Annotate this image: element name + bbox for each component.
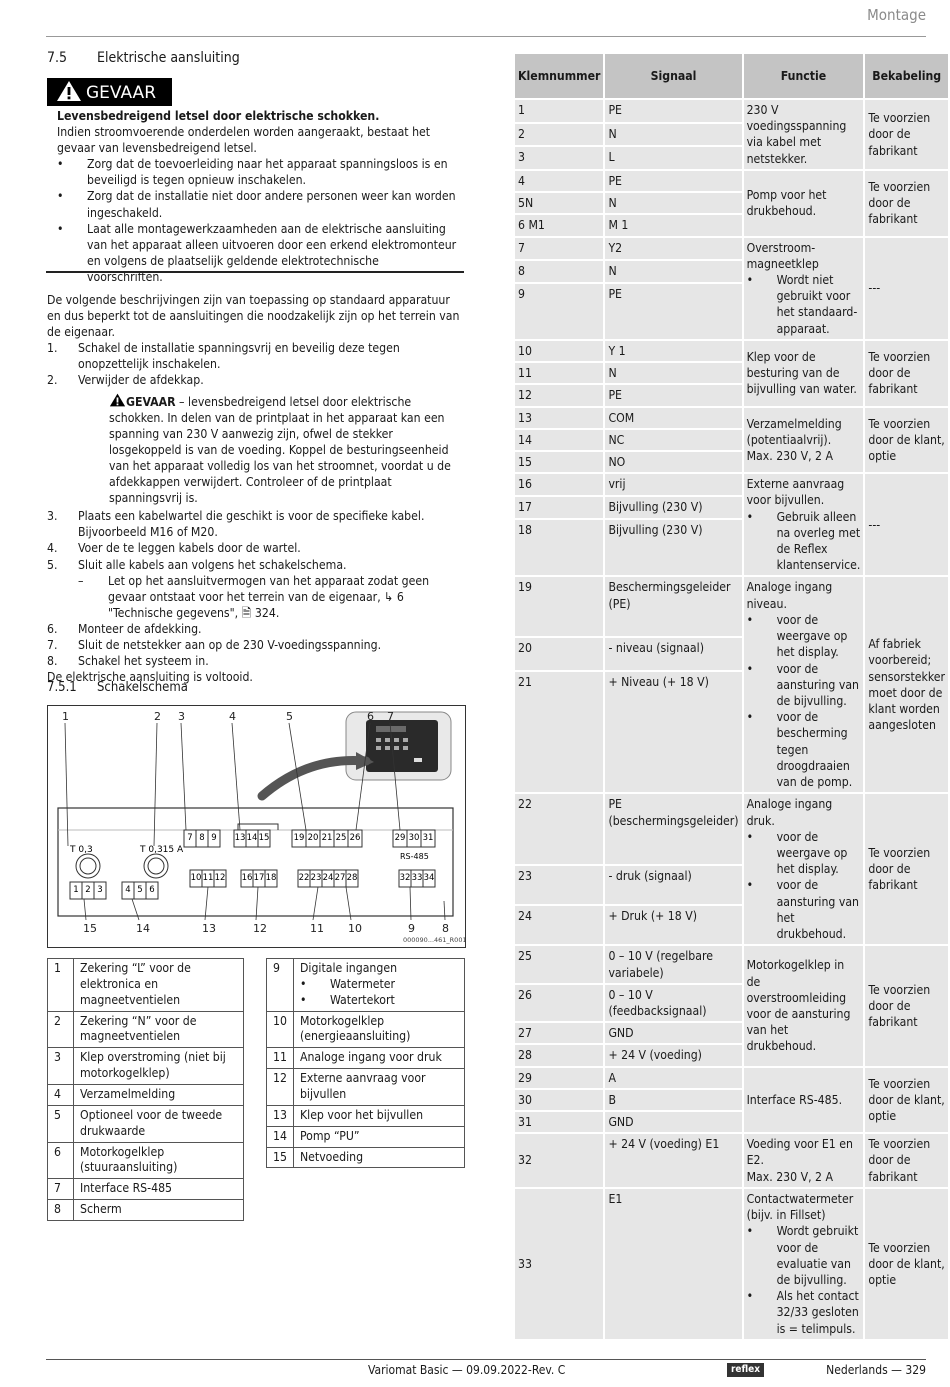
cell-signal: N — [605, 261, 741, 282]
callout-leader — [232, 723, 240, 830]
cell-signal: N — [605, 363, 741, 383]
legend-key: 10 — [267, 1011, 294, 1048]
terminal-number: 6 — [149, 885, 155, 895]
cell-terminal: 21 — [515, 672, 603, 792]
terminal-number: 15 — [258, 833, 270, 843]
legend-row — [48, 959, 244, 1012]
footer-page: Nederlands — 329 — [826, 1363, 926, 1377]
legend-table-left — [47, 958, 244, 1221]
cell-terminal: 12 — [515, 385, 603, 405]
cell-signal: Beschermingsgeleider (PE) — [605, 577, 741, 635]
callout-leader — [181, 723, 186, 830]
cell-function: 230 V voedingsspanning via kabel met netstekker. — [744, 100, 864, 169]
note-label: GEVAAR — [126, 394, 176, 409]
legend-row — [48, 1200, 244, 1221]
danger-badge — [47, 78, 172, 106]
cell-cabling: Te voorzien door de fabrikant — [865, 100, 948, 169]
cell-signal: L — [605, 147, 741, 169]
step-text: Schakel de installatie spanningsvrij en beveilig deze tegen onopzettelijk inschakelen. — [78, 341, 400, 372]
terminal-number: 9 — [211, 833, 217, 843]
step-text: Monteer de afdekking. — [78, 621, 202, 636]
cell-signal: vrij — [605, 474, 741, 495]
fuse-label-1: T 0,3 — [70, 845, 93, 855]
danger-note — [109, 393, 467, 507]
cell-signal: - druk (signaal) — [605, 866, 741, 905]
callout-leader — [444, 901, 445, 920]
intro-text: De volgende beschrijvingen zijn van toepassing op standaard apparatuur en dus beperkt tot de aansluitingen die noodzakelijk zijn op het terrein van de eigenaar. — [47, 293, 460, 340]
cell-function: Klep voor de besturing van de bijvulling van water. — [744, 341, 864, 406]
cell-terminal: 22 — [515, 794, 603, 863]
cell-function: Contactwatermeter (bijv. in Fillset) • Wordt gebruikt voor de evaluatie van de bijvulling. • Als het contact 32/33 gesloten is = telimpuls. — [744, 1189, 864, 1339]
rs485-label: RS-485 — [400, 852, 429, 861]
legend-value: Pomp “PU” — [293, 1126, 464, 1147]
step-substep: – Let op het aansluitvermogen van het apparaat zodat geen gevaar ontstaat voor het terrein van de eigenaar, ↳ 6 "Technische gegevens", 🗎 324. — [78, 573, 467, 621]
callout-number: 6 — [367, 710, 374, 723]
terminal-number: 28 — [346, 873, 358, 883]
cell-terminal: 20 — [515, 638, 603, 670]
cell-terminal: 17 — [515, 497, 603, 518]
legend-key: 11 — [267, 1048, 294, 1069]
terminal-number: 25 — [335, 833, 347, 843]
legend-value: Scherm — [74, 1200, 244, 1221]
callout-leader — [65, 723, 68, 846]
cell-signal: Y2 — [605, 238, 741, 259]
callout-number: 3 — [178, 710, 185, 723]
callout-number: 2 — [154, 710, 161, 723]
terminal-number: 26 — [349, 833, 361, 843]
cell-terminal: 28 — [515, 1045, 603, 1065]
procedure — [47, 292, 467, 685]
legend-value: Netvoeding — [293, 1147, 464, 1168]
cell-cabling: --- — [865, 474, 948, 575]
cell-function: Motorkogelklep in de overstroomleiding voor de aansturing van het drukbehoud. — [744, 946, 864, 1065]
legend-row — [48, 1048, 244, 1085]
step — [47, 637, 467, 653]
callout-number: 7 — [387, 710, 394, 723]
danger-rule — [46, 271, 464, 273]
cell-signal: 0 – 10 V (feedbacksignaal) — [605, 985, 741, 1021]
terminal-number: 12 — [214, 873, 226, 883]
terminal-number: 2 — [85, 885, 91, 895]
footer-document: Variomat Basic — 09.09.2022-Rev. C — [368, 1363, 566, 1377]
list-item: • Zorg dat de installatie niet door andere personen weer kan worden ingeschakeld. — [57, 188, 457, 220]
legend-row — [48, 1142, 244, 1179]
section-title: Elektrische aansluiting — [97, 50, 240, 66]
cell-cabling: Te voorzien door de fabrikant — [865, 794, 948, 944]
legend-key: 8 — [48, 1200, 74, 1221]
step — [47, 372, 467, 506]
legend-key: 15 — [267, 1147, 294, 1168]
table-row — [515, 946, 948, 982]
legend-row — [267, 1011, 465, 1048]
legend-value: Motorkogelklep (stuuraansluiting) — [74, 1142, 244, 1179]
terminal-table — [513, 52, 946, 1341]
warning-triangle-icon — [56, 80, 82, 102]
terminal-number: 19 — [293, 833, 305, 843]
cell-cabling: Te voorzien door de fabrikant — [865, 1134, 948, 1187]
cell-terminal: 2 — [515, 124, 603, 146]
cell-terminal: 6 M1 — [515, 215, 603, 235]
step — [47, 340, 467, 372]
col-header: Bekabeling — [865, 54, 948, 98]
running-header: Montage — [867, 6, 926, 24]
terminal-number: 10 — [190, 873, 202, 883]
cell-signal: Y 1 — [605, 341, 741, 361]
step — [47, 508, 467, 540]
step — [47, 621, 467, 637]
cell-terminal: 4 — [515, 171, 603, 191]
terminal-number: 31 — [422, 833, 434, 843]
legend-key: 3 — [48, 1048, 74, 1085]
legend-key: 1 — [48, 959, 74, 1012]
legend-value: Analoge ingang voor druk — [293, 1048, 464, 1069]
legend-row — [48, 1105, 244, 1142]
table-row — [515, 1189, 948, 1339]
col-header: Functie — [744, 54, 864, 98]
cell-cabling: Af fabriek voorbereid; sensorstekker moet door de klant worden aangesloten — [865, 577, 948, 792]
cell-signal: N — [605, 193, 741, 213]
cell-terminal: 24 — [515, 906, 603, 944]
cell-terminal: 19 — [515, 577, 603, 635]
step-number: 1. — [47, 341, 58, 356]
cell-terminal: 5N — [515, 193, 603, 213]
cell-cabling: Te voorzien door de fabrikant — [865, 171, 948, 236]
legend-key: 13 — [267, 1105, 294, 1126]
figure-code: 000090...461_R001 — [403, 936, 465, 944]
table-row — [515, 794, 948, 863]
cell-signal: GND — [605, 1023, 741, 1043]
terminal-number: 21 — [321, 833, 333, 843]
cell-terminal: 10 — [515, 341, 603, 361]
legend-row — [267, 1105, 465, 1126]
controller-unit-icon — [346, 712, 451, 780]
callout-number: 9 — [408, 922, 415, 935]
legend-row — [267, 1069, 465, 1106]
danger-headline: Levensbedreigend letsel door elektrische schokken. — [57, 109, 380, 123]
danger-box — [57, 108, 457, 285]
list-item: • Watertekort — [300, 993, 458, 1009]
cell-signal: A — [605, 1068, 741, 1088]
list-item: • Laat alle montagewerkzaamheden aan de elektrische aansluiting van het apparaat alleen uitvoeren door een erkend elektromonteur en volgens de plaatselijk geldende elektrotechnische voorschriften. — [57, 221, 457, 285]
cell-cabling: Te voorzien door de klant, optie — [865, 1068, 948, 1133]
callout-number: 4 — [229, 710, 236, 723]
terminal-number: 1 — [73, 885, 79, 895]
cell-signal: PE — [605, 284, 741, 339]
cell-function: Overstroom-magneetklep • Wordt niet gebruikt voor het standaard-apparaat. — [744, 238, 864, 339]
done-text: De elektrische aansluiting is voltooid. — [47, 670, 253, 685]
cell-terminal: 14 — [515, 430, 603, 450]
callout-number: 10 — [348, 922, 362, 935]
cell-terminal: 32 — [515, 1134, 603, 1187]
terminal-number: 23 — [310, 873, 322, 883]
cell-function: Interface RS-485. — [744, 1068, 864, 1133]
legend-value: Verzamelmelding — [74, 1085, 244, 1106]
step-number: 2. — [47, 373, 58, 388]
step-text: Plaats een kabelwartel die geschikt is voor de specifieke kabel. Bijvoorbeeld M16 of M20. — [78, 509, 425, 540]
legend-value: Motorkogelklep (energieaansluiting) — [293, 1011, 464, 1048]
legend-row — [267, 1126, 465, 1147]
callout-leader — [154, 723, 157, 846]
legend-key: 12 — [267, 1069, 294, 1106]
cell-signal: + 24 V (voeding) — [605, 1045, 741, 1065]
legend-value: Klep voor het bijvullen — [293, 1105, 464, 1126]
legend-key: 5 — [48, 1105, 74, 1142]
table-row — [515, 100, 948, 122]
terminal-number: 5 — [137, 885, 143, 895]
legend-key: 4 — [48, 1085, 74, 1106]
terminal-number: 32 — [399, 873, 411, 883]
wiring-diagram-svg — [48, 706, 465, 947]
step-text: Voer de te leggen kabels door de wartel. — [78, 541, 301, 556]
cell-terminal: 23 — [515, 866, 603, 905]
step — [47, 557, 467, 621]
terminal-number: 14 — [246, 833, 258, 843]
cell-signal: M 1 — [605, 215, 741, 235]
cell-signal: + Niveau (+ 18 V) — [605, 672, 741, 792]
cell-signal: - niveau (signaal) — [605, 638, 741, 670]
terminal-number: 22 — [298, 873, 310, 883]
table-row — [515, 1134, 948, 1187]
cell-signal: E1 — [605, 1189, 741, 1339]
callout-leader — [346, 887, 351, 920]
table-row — [515, 1068, 948, 1088]
cell-signal: Bijvulling (230 V) — [605, 497, 741, 518]
callout-number: 12 — [253, 922, 267, 935]
table-row — [515, 238, 948, 259]
legend-value: Digitale ingangen • Watermeter • Watertekort — [293, 959, 464, 1012]
cell-terminal: 25 — [515, 946, 603, 982]
step-text: Sluit de netstekker aan op de 230 V-voedingsspanning. — [78, 637, 382, 652]
cell-signal: 0 – 10 V (regelbare variabele) — [605, 946, 741, 982]
cell-signal: NO — [605, 452, 741, 472]
terminal-number: 33 — [411, 873, 423, 883]
callout-leader — [313, 887, 318, 920]
footer-rule — [46, 1359, 926, 1360]
step — [47, 540, 467, 556]
legend-left — [47, 958, 244, 1221]
section-heading — [47, 49, 240, 67]
terminal-number: 24 — [322, 873, 334, 883]
legend-value: Zekering “L” voor de elektronica en magneetventielen — [74, 959, 244, 1012]
step-text: Schakel het systeem in. — [78, 654, 209, 669]
terminal-number: 17 — [253, 873, 265, 883]
cell-function: Pomp voor het drukbehoud. — [744, 171, 864, 236]
callout-number: 15 — [83, 922, 97, 935]
legend-key: 6 — [48, 1142, 74, 1179]
cell-function: Verzamelmelding (potentiaalvrij). Max. 230 V, 2 A — [744, 408, 864, 473]
step-number: 6. — [47, 621, 58, 636]
cell-terminal: 33 — [515, 1189, 603, 1339]
terminal-number: 3 — [97, 885, 103, 895]
header-rule — [46, 36, 926, 37]
cell-signal: PE — [605, 171, 741, 191]
danger-label: GEVAAR — [86, 83, 157, 103]
danger-bullets — [57, 156, 457, 285]
wiring-diagram — [47, 705, 466, 948]
step-list — [47, 340, 467, 669]
legend-value: Interface RS-485 — [74, 1179, 244, 1200]
cell-terminal: 3 — [515, 147, 603, 169]
cell-cabling: Te voorzien door de fabrikant — [865, 946, 948, 1065]
terminal-block-top — [184, 830, 435, 847]
cell-cabling: Te voorzien door de fabrikant — [865, 341, 948, 406]
cell-function: Voeding voor E1 en E2. Max. 230 V, 2 A — [744, 1134, 864, 1187]
col-header: Signaal — [605, 54, 741, 98]
cell-terminal: 9 — [515, 284, 603, 339]
cell-signal: + 24 V (voeding) E1 — [605, 1134, 741, 1187]
legend-row — [48, 1179, 244, 1200]
legend-row — [267, 1048, 465, 1069]
callout-number: 11 — [310, 922, 324, 935]
subsection-title: Schakelschema — [97, 680, 188, 695]
cell-cabling: Te voorzien door de klant, optie — [865, 408, 948, 473]
list-item: • Watermeter — [300, 977, 458, 993]
subsection-number: 7.5.1 — [47, 680, 77, 695]
cell-terminal: 7 — [515, 238, 603, 259]
callout-leader — [84, 899, 86, 920]
terminal-number: 7 — [187, 833, 193, 843]
cell-signal: NC — [605, 430, 741, 450]
cell-cabling: Te voorzien door de klant, optie — [865, 1189, 948, 1339]
table-row — [515, 474, 948, 495]
list-item: • Zorg dat de toevoerleiding naar het apparaat spanningsloos is en beveiligd is tegen opnieuw inschakelen. — [57, 156, 457, 188]
cell-terminal: 15 — [515, 452, 603, 472]
legend-row — [48, 1011, 244, 1048]
cell-terminal: 8 — [515, 261, 603, 282]
cell-function: Externe aanvraag voor bijvullen. • Gebruik alleen na overleg met de Reflex klantenservice. — [744, 474, 864, 575]
terminal-number: 16 — [241, 873, 253, 883]
step-number: 8. — [47, 654, 58, 669]
fuse-label-2: T 0,315 A — [140, 845, 184, 855]
cell-signal: + Druk (+ 18 V) — [605, 906, 741, 944]
step — [47, 653, 467, 669]
callout-number: 5 — [286, 710, 293, 723]
callout-number: 8 — [442, 922, 449, 935]
cell-terminal: 18 — [515, 520, 603, 575]
terminal-number: 27 — [334, 873, 346, 883]
cell-cabling: --- — [865, 238, 948, 339]
legend-value: Externe aanvraag voor bijvullen — [293, 1069, 464, 1106]
legend-value: Optioneel voor de tweede drukwaarde — [74, 1105, 244, 1142]
cell-signal: PE — [605, 100, 741, 122]
cell-signal: PE — [605, 385, 741, 405]
cell-terminal: 31 — [515, 1112, 603, 1132]
terminal-number: 29 — [394, 833, 406, 843]
cell-signal: B — [605, 1090, 741, 1110]
terminal-number: 4 — [125, 885, 131, 895]
legend-table-right — [266, 958, 465, 1168]
terminal-number: 18 — [265, 873, 277, 883]
note-text: – levensbedreigend letsel door elektrische schokken. In delen van de printplaat in het apparaat kan een spanning van 230 V aanwezig zijn, ofwel de stekker losgekoppeld is van de voeding. Koppel de besturingseenheid van het apparaat volledig los van het stroomnet, voordat u de afdekkappen verwijdert. Controleer of de printplaat spanningsvrij is. — [109, 394, 451, 506]
table-row — [515, 408, 948, 428]
legend-right — [266, 958, 465, 1168]
cell-terminal: 1 — [515, 100, 603, 122]
callout-leader — [205, 887, 208, 920]
cell-signal: N — [605, 124, 741, 146]
legend-key: 7 — [48, 1179, 74, 1200]
table-row — [515, 171, 948, 191]
terminal-number: 8 — [199, 833, 205, 843]
terminal-number: 30 — [408, 833, 420, 843]
step-number: 3. — [47, 509, 58, 524]
legend-value: Klep overstroming (niet bij motorkogelklep) — [74, 1048, 244, 1085]
step-text: Sluit alle kabels aan volgens het schakelschema. — [78, 557, 347, 572]
cell-terminal: 30 — [515, 1090, 603, 1110]
legend-row — [48, 1085, 244, 1106]
danger-text: Indien stroomvoerende onderdelen worden aangeraakt, bestaat het gevaar van levensbedreigend letsel. — [57, 125, 431, 156]
step-number: 4. — [47, 541, 58, 556]
step-number: 5. — [47, 557, 58, 572]
warning-triangle-icon — [109, 393, 126, 407]
table-row — [515, 577, 948, 635]
terminal-number: 13 — [234, 833, 246, 843]
callout-number: 1 — [62, 710, 69, 723]
terminal-assignment-table — [513, 52, 950, 1341]
cell-terminal: 11 — [515, 363, 603, 383]
subsection-heading — [47, 679, 188, 696]
cell-terminal: 26 — [515, 985, 603, 1021]
col-header: Klemnummer — [515, 54, 603, 98]
terminal-block-bottom — [70, 870, 435, 899]
legend-row — [267, 959, 465, 1012]
cell-function: Analoge ingang niveau. • voor de weergave op het display. • voor de aansturing van de bijvulling. • voor de bescherming tegen droogdraaien van de pomp. — [744, 577, 864, 792]
legend-key: 2 — [48, 1011, 74, 1048]
cell-signal: COM — [605, 408, 741, 428]
cell-signal: GND — [605, 1112, 741, 1132]
cell-terminal: 27 — [515, 1023, 603, 1043]
cell-terminal: 16 — [515, 474, 603, 495]
callout-number: 13 — [202, 922, 216, 935]
step-text: Verwijder de afdekkap. — [78, 373, 204, 388]
section-number: 7.5 — [47, 50, 68, 66]
callout-leader — [132, 899, 139, 920]
cell-terminal: 13 — [515, 408, 603, 428]
legend-value: Zekering “N” voor de magneetventielen — [74, 1011, 244, 1048]
reflex-logo: reflex — [727, 1363, 764, 1377]
cell-function: Analoge ingang druk. • voor de weergave op het display. • voor de aansturing van het drukbehoud. — [744, 794, 864, 944]
legend-row — [267, 1147, 465, 1168]
legend-key: 14 — [267, 1126, 294, 1147]
callout-leader — [256, 887, 258, 920]
callout-leader — [410, 887, 411, 920]
step-number: 7. — [47, 637, 58, 652]
cell-terminal: 29 — [515, 1068, 603, 1088]
legend-key: 9 — [267, 959, 294, 1012]
cell-signal: PE (beschermingsgeleider) — [605, 794, 741, 863]
terminal-number: 11 — [202, 873, 214, 883]
terminal-number: 34 — [423, 873, 435, 883]
table-row — [515, 341, 948, 361]
terminal-number: 20 — [307, 833, 319, 843]
cell-signal: Bijvulling (230 V) — [605, 520, 741, 575]
callout-number: 14 — [136, 922, 150, 935]
